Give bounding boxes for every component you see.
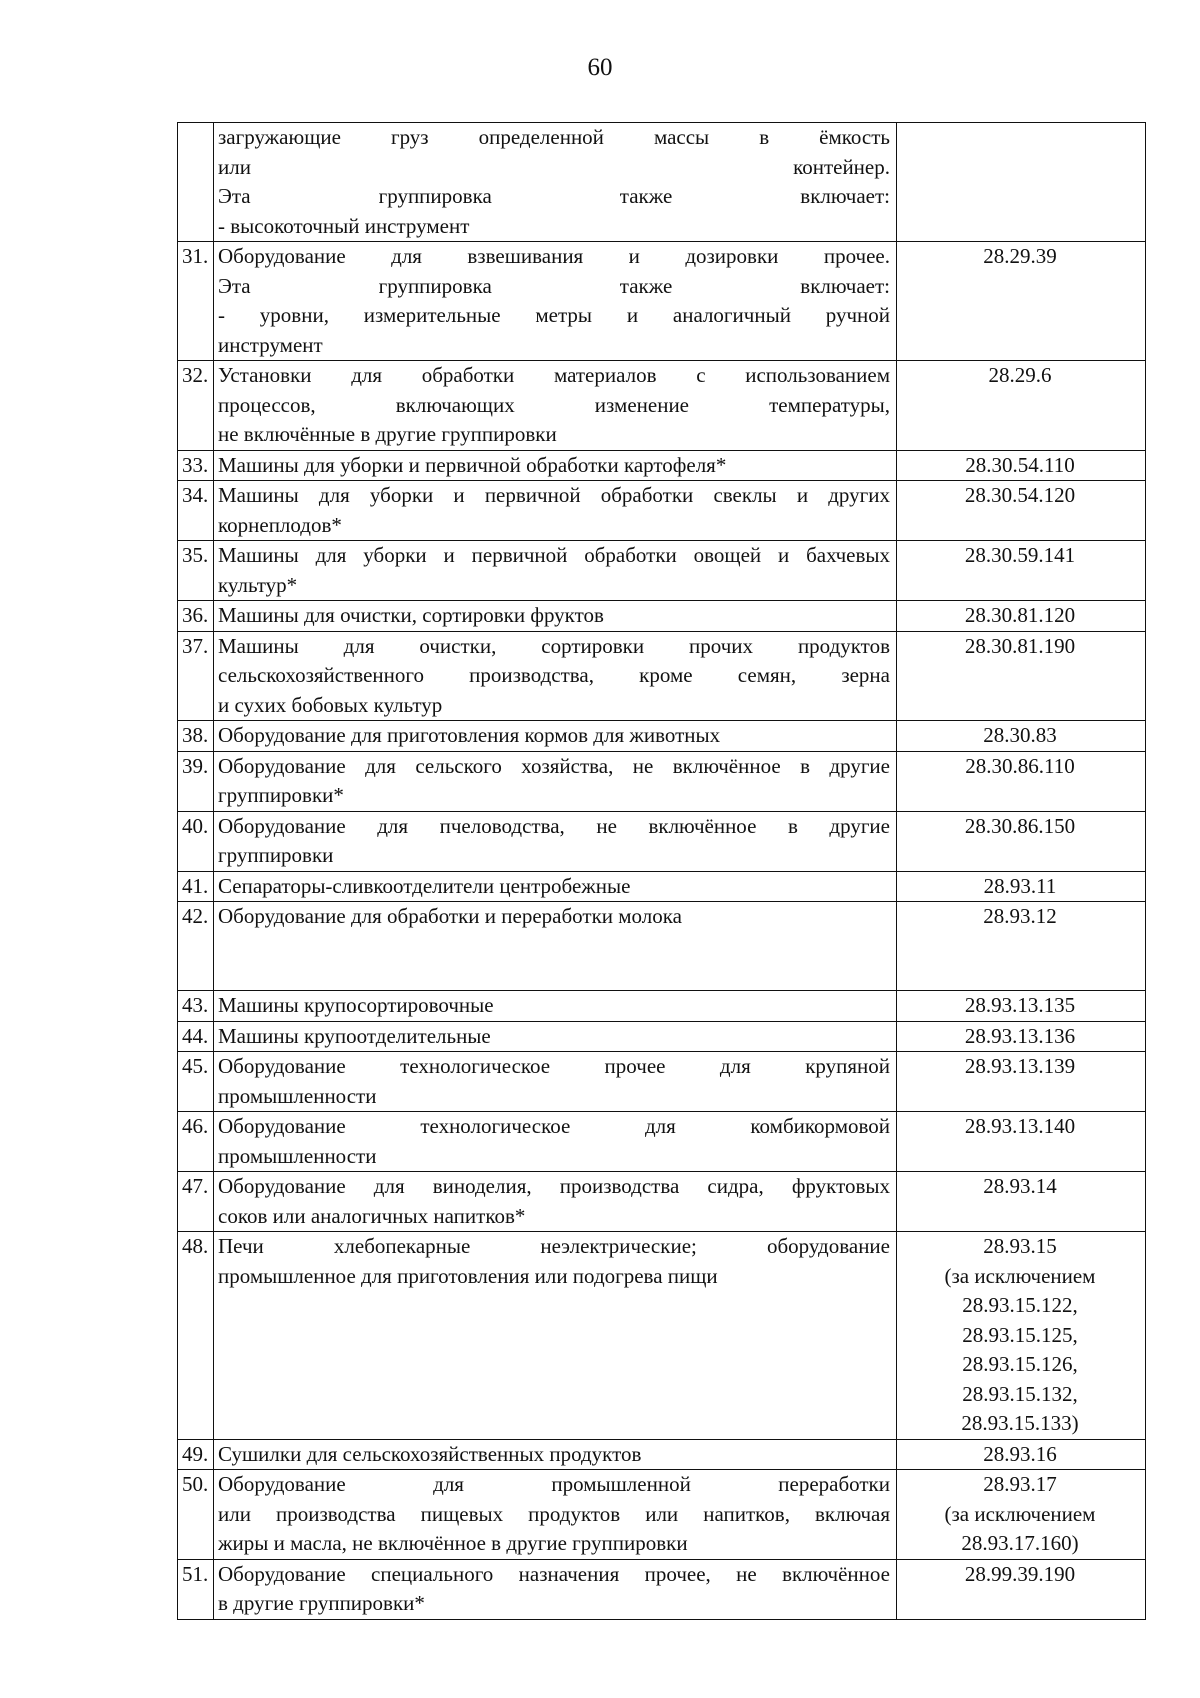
row-description <box>214 541 897 601</box>
row-number: 41. <box>178 871 214 902</box>
row-code <box>897 1112 1146 1172</box>
row-code <box>897 721 1146 752</box>
table-row <box>178 631 1146 721</box>
row-description <box>214 751 897 811</box>
code-line: 28.93.17 <box>983 1472 1057 1496</box>
row-code <box>897 1559 1146 1619</box>
code-line: 28.93.14 <box>983 1174 1057 1198</box>
row-code <box>897 481 1146 541</box>
code-line: 28.30.54.110 <box>965 452 1075 477</box>
row-number: 48. <box>178 1232 214 1440</box>
row-code <box>897 1172 1146 1232</box>
row-number: 49. <box>178 1439 214 1470</box>
description-line: процессов, включающих изменение температуры, <box>218 392 890 417</box>
table-row <box>178 751 1146 811</box>
description-line: Машины для очистки, сортировки фруктов <box>218 603 604 627</box>
code-line: 28.93.13.136 <box>964 1023 1076 1048</box>
row-code <box>897 361 1146 451</box>
code-line: 28.30.81.190 <box>964 633 1076 658</box>
description-line: промышленности <box>218 1083 377 1108</box>
description-line: Машины для уборки и первичной обработки картофеля* <box>218 452 727 477</box>
description-line: соков или аналогичных напитков* <box>218 1203 526 1228</box>
row-number: 50. <box>178 1470 214 1560</box>
description-line: Печи хлебопекарные неэлектрические; оборудование <box>218 1234 890 1258</box>
code-line: 28.93.16 <box>983 1441 1057 1466</box>
table-row <box>178 902 1146 991</box>
row-description <box>214 1021 897 1052</box>
row-number: 40. <box>178 811 214 871</box>
code-line: 28.30.54.120 <box>964 483 1076 507</box>
row-description <box>214 242 897 361</box>
row-code <box>897 541 1146 601</box>
code-line: 28.30.86.150 <box>964 813 1076 838</box>
description-line: Эта группировка также включает: <box>218 184 890 208</box>
table-row <box>178 123 1146 242</box>
code-line: 28.99.39.190 <box>964 1561 1076 1586</box>
row-code <box>897 751 1146 811</box>
row-description <box>214 811 897 871</box>
code-line: 28.93.15 <box>983 1234 1057 1258</box>
table-body <box>178 123 1146 1620</box>
code-line: 28.93.15.133) <box>961 1411 1079 1435</box>
description-line: Оборудование для промышленной переработки <box>218 1472 890 1496</box>
page-number: 60 <box>587 54 613 81</box>
description-line: загружающие груз определенной массы в ёмкость <box>218 125 890 149</box>
row-code <box>897 871 1146 902</box>
row-description <box>214 361 897 451</box>
description-line: культур* <box>218 572 298 597</box>
row-code <box>897 1439 1146 1470</box>
row-description <box>214 601 897 632</box>
row-code <box>897 1470 1146 1560</box>
row-description <box>214 1470 897 1560</box>
table-row <box>178 242 1146 361</box>
row-description <box>214 481 897 541</box>
row-number: 43. <box>178 991 214 1022</box>
table-row <box>178 361 1146 451</box>
description-line: сельскохозяйственного производства, кроме семян, зерна <box>218 663 890 687</box>
description-line: жиры и масла, не включённое в другие группировки <box>218 1531 688 1555</box>
code-line: 28.93.17.160) <box>961 1531 1079 1555</box>
table-row <box>178 1021 1146 1052</box>
row-number: 39. <box>178 751 214 811</box>
description-line: Оборудование для виноделия, производства сидра, фруктовых <box>218 1174 890 1198</box>
code-line: 28.93.13.135 <box>964 993 1076 1017</box>
description-line: не включённые в другие группировки <box>218 422 557 446</box>
row-description <box>214 991 897 1022</box>
row-code <box>897 1021 1146 1052</box>
row-number: 33. <box>178 450 214 481</box>
code-line: 28.93.15.125, <box>962 1322 1078 1347</box>
row-description <box>214 902 897 991</box>
description-line: промышленности <box>218 1143 377 1168</box>
description-line: в другие группировки* <box>218 1591 425 1615</box>
description-line: или производства пищевых продуктов или напитков, включая <box>218 1501 890 1526</box>
code-line: 28.30.86.110 <box>965 753 1075 778</box>
code-line: 28.93.12 <box>983 904 1057 928</box>
row-description <box>214 1172 897 1232</box>
row-description <box>214 1559 897 1619</box>
code-line: 28.30.59.141 <box>964 543 1076 567</box>
row-code <box>897 242 1146 361</box>
description-line: Оборудование для сельского хозяйства, не включённое в другие <box>218 753 890 778</box>
row-number: 34. <box>178 481 214 541</box>
description-line: Оборудование для обработки и переработки молока <box>218 904 682 928</box>
row-code <box>897 1052 1146 1112</box>
row-number: 32. <box>178 361 214 451</box>
row-description <box>214 1232 897 1440</box>
description-line: Машины для уборки и первичной обработки овощей и бахчевых <box>218 543 890 567</box>
code-line: 28.93.15.132, <box>962 1381 1078 1406</box>
row-code <box>897 1232 1146 1440</box>
row-description <box>214 450 897 481</box>
description-line: Оборудование специального назначения прочее, не включённое <box>218 1561 890 1586</box>
row-code <box>897 811 1146 871</box>
row-number: 46. <box>178 1112 214 1172</box>
description-line: Сушилки для сельскохозяйственных продуктов <box>218 1441 642 1466</box>
row-code <box>897 450 1146 481</box>
table-row <box>178 1559 1146 1619</box>
description-line: и сухих бобовых культур <box>218 692 443 717</box>
code-line: 28.30.81.120 <box>964 603 1076 627</box>
table-row <box>178 991 1146 1022</box>
code-line: 28.93.13.139 <box>964 1054 1076 1078</box>
row-description <box>214 123 897 242</box>
description-line: - высокоточный инструмент <box>218 213 470 238</box>
row-number: 35. <box>178 541 214 601</box>
table-row <box>178 721 1146 752</box>
table-row <box>178 1052 1146 1112</box>
code-line: (за исключением <box>944 1263 1096 1288</box>
row-description <box>214 1052 897 1112</box>
row-description <box>214 1439 897 1470</box>
description-line: группировки <box>218 843 334 867</box>
row-description <box>214 871 897 902</box>
description-line: Сепараторы-сливкоотделители центробежные <box>218 873 631 898</box>
table-row <box>178 1470 1146 1560</box>
code-line: 28.30.83 <box>983 723 1057 747</box>
table-row <box>178 481 1146 541</box>
description-line: Оборудование для приготовления кормов для животных <box>218 723 721 747</box>
row-description <box>214 1112 897 1172</box>
code-line: 28.93.15.126, <box>962 1352 1078 1376</box>
description-line: инструмент <box>218 332 323 357</box>
description-line: или контейнер. <box>218 154 890 179</box>
row-number <box>178 123 214 242</box>
code-line: 28.29.6 <box>988 363 1052 387</box>
code-line: 28.29.39 <box>983 244 1057 268</box>
table-row <box>178 601 1146 632</box>
code-line: 28.93.15.122, <box>962 1293 1078 1317</box>
description-line: Машины крупоотделительные <box>218 1023 491 1048</box>
row-number: 37. <box>178 631 214 721</box>
row-code <box>897 631 1146 721</box>
description-line: Эта группировка также включает: <box>218 273 890 298</box>
description-line: Оборудование технологическое прочее для крупяной <box>218 1054 890 1078</box>
row-number: 51. <box>178 1559 214 1619</box>
row-description <box>214 721 897 752</box>
table-row <box>178 541 1146 601</box>
row-code <box>897 902 1146 991</box>
description-line: Оборудование для пчеловодства, не включённое в другие <box>218 813 890 838</box>
description-line: корнеплодов* <box>218 512 342 537</box>
row-code <box>897 991 1146 1022</box>
description-line: - уровни, измерительные метры и аналогичный ручной <box>218 303 890 327</box>
table-row <box>178 1439 1146 1470</box>
code-line: 28.93.13.140 <box>964 1114 1076 1138</box>
row-code <box>897 123 1146 242</box>
description-line: Машины крупосортировочные <box>218 993 494 1017</box>
table-row <box>178 1172 1146 1232</box>
description-line: промышленное для приготовления или подогрева пищи <box>218 1263 718 1288</box>
table-row <box>178 811 1146 871</box>
table-row <box>178 450 1146 481</box>
equipment-table <box>177 122 1146 1620</box>
description-line: Машины для очистки, сортировки прочих продуктов <box>218 633 890 658</box>
table-row <box>178 1232 1146 1440</box>
row-number: 31. <box>178 242 214 361</box>
table-row <box>178 1112 1146 1172</box>
code-line: 28.93.11 <box>983 873 1057 898</box>
row-number: 42. <box>178 902 214 991</box>
description-line: Машины для уборки и первичной обработки свеклы и других <box>218 483 890 507</box>
row-number: 44. <box>178 1021 214 1052</box>
description-line: Оборудование технологическое для комбикормовой <box>218 1114 890 1138</box>
description-line: Оборудование для взвешивания и дозировки прочее. <box>218 244 890 268</box>
row-code <box>897 601 1146 632</box>
row-number: 47. <box>178 1172 214 1232</box>
description-line: группировки* <box>218 783 344 807</box>
row-description <box>214 631 897 721</box>
table-row <box>178 871 1146 902</box>
row-number: 36. <box>178 601 214 632</box>
row-number: 38. <box>178 721 214 752</box>
description-line: Установки для обработки материалов с использованием <box>218 363 890 387</box>
code-line: (за исключением <box>944 1501 1096 1526</box>
row-number: 45. <box>178 1052 214 1112</box>
